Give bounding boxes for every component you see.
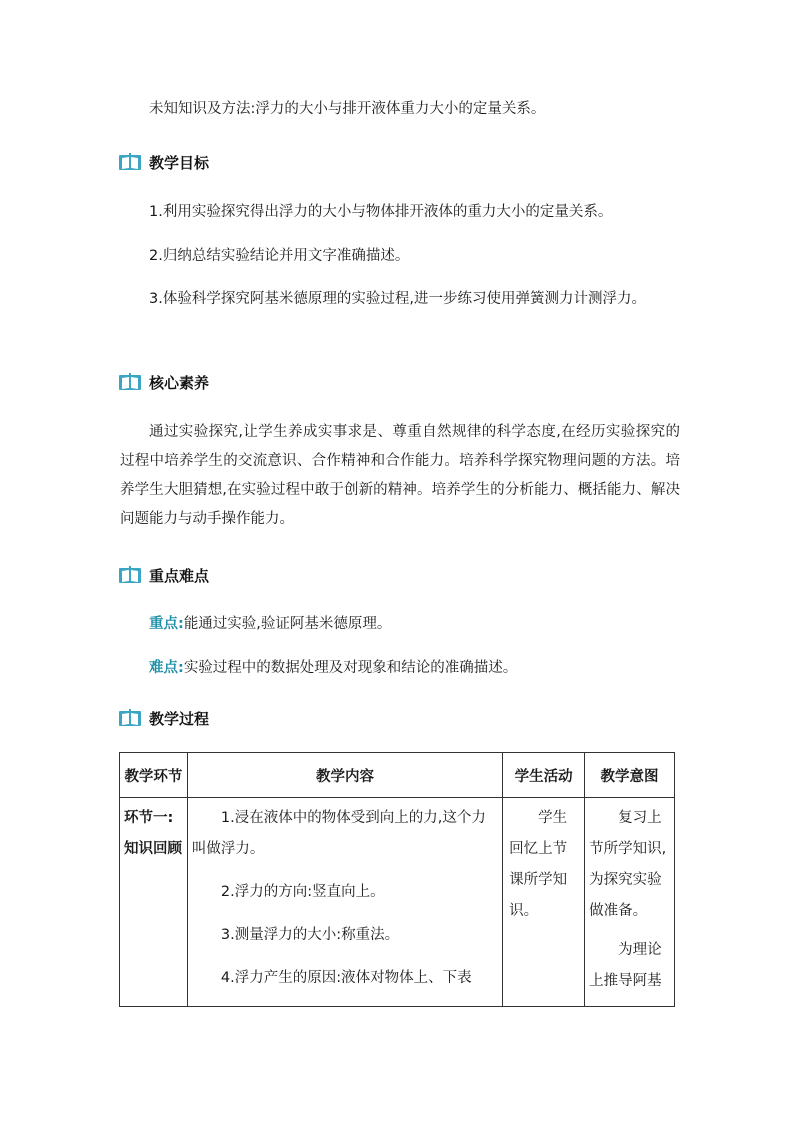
table-row — [120, 798, 675, 1007]
difficulty-label: 难点: — [149, 660, 184, 676]
open-book-icon — [119, 566, 141, 585]
intent-item: 为理论上推导阿基 — [589, 942, 662, 989]
intent-cell — [585, 798, 675, 1007]
teaching-process-table — [119, 752, 675, 1007]
section-header-literacy — [119, 371, 209, 393]
content-item: 4.浮力产生的原因:液体对物体上、下表 — [220, 970, 472, 986]
header-intent: 教学意图 — [585, 753, 675, 798]
content-item: 1.浸在液体中的物体受到向上的力,这个力叫做浮力。 — [191, 810, 486, 857]
open-book-icon — [119, 153, 141, 172]
focus-text: 能通过实验,验证阿基米德原理。 — [183, 616, 392, 632]
objective-item-1: 1.利用实验探究得出浮力的大小与物体排开液体的重力大小的定量关系。 — [149, 204, 613, 220]
intent-item: 复习上节所学知识,为探究实验做准备。 — [589, 810, 667, 919]
focus-line — [120, 610, 680, 639]
content-cell — [187, 798, 502, 1007]
difficulty-line — [120, 654, 680, 683]
open-book-icon — [119, 373, 141, 392]
open-book-icon — [119, 709, 141, 728]
objective-item-3: 3.体验科学探究阿基米德原理的实验过程,进一步练习使用弹簧测力计测浮力。 — [149, 291, 646, 307]
literacy-paragraph: 通过实验探究,让学生养成实事求是、尊重自然规律的科学态度,在经历实验探究的过程中培养学生的交流意识、合作精神和合作能力。培养科学探究物理问题的方法。培养学生大胆猜想,在实验过程中敢于创新的精神。培养学生的分析能力、概括能力、解决问题能力与动手操作能力。 — [120, 424, 680, 527]
section-title-objectives: 教学目标 — [149, 153, 210, 172]
section-header-process — [119, 707, 209, 729]
section-title-literacy: 核心素养 — [149, 373, 210, 392]
difficulty-text: 实验过程中的数据处理及对现象和结论的准确描述。 — [183, 660, 518, 676]
content-item: 2.浮力的方向:竖直向上。 — [220, 884, 385, 900]
intro-line: 未知知识及方法:浮力的大小与排开液体重力大小的定量关系。 — [149, 101, 546, 117]
objective-item-2: 2.归纳总结实验结论并用文字准确描述。 — [149, 248, 410, 264]
section-header-key-points — [119, 564, 209, 586]
content-item: 3.测量浮力的大小:称重法。 — [220, 927, 400, 943]
activity-cell — [503, 798, 585, 1007]
table-header-row — [120, 753, 675, 798]
section-header-objectives — [119, 151, 209, 173]
header-stage: 教学环节 — [120, 753, 188, 798]
section-title-process: 教学过程 — [149, 709, 210, 728]
section-title-key-points: 重点难点 — [149, 566, 210, 585]
focus-label: 重点: — [149, 616, 184, 632]
header-content: 教学内容 — [187, 753, 502, 798]
activity-text: 学生回忆上节课所学知识。 — [509, 810, 568, 919]
stage-cell: 环节一:知识回顾 — [120, 798, 188, 1007]
header-activity: 学生活动 — [503, 753, 585, 798]
